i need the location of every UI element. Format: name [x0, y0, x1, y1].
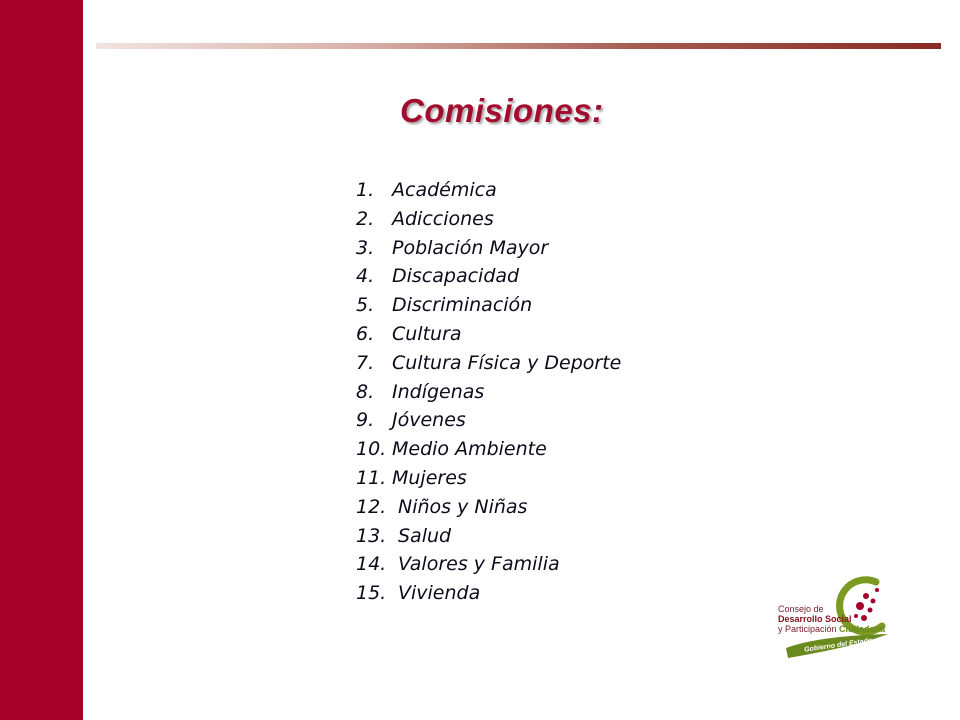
item-label: Académica: [392, 179, 497, 201]
list-item: [356, 522, 621, 551]
list-item: [356, 493, 621, 522]
item-label: Vivienda: [398, 582, 481, 605]
item-label: Mujeres: [392, 466, 467, 489]
item-label: Población Mayor: [392, 236, 549, 259]
item-label: Medio Ambiente: [392, 438, 547, 461]
list-item: [356, 579, 621, 608]
item-number: 13.: [356, 524, 387, 547]
list-item: [356, 291, 621, 320]
item-number: 7.: [356, 351, 375, 374]
left-accent-bar: [0, 0, 83, 720]
item-number: 9.: [356, 409, 375, 432]
item-label: Indígenas: [392, 380, 485, 403]
list-item: [356, 464, 621, 493]
item-number: 8.: [356, 380, 375, 403]
item-number: 6.: [356, 322, 375, 345]
item-label: Cultura: [392, 322, 462, 345]
item-number: 5.: [356, 294, 375, 317]
top-divider: [96, 43, 941, 49]
list-item: [356, 320, 621, 349]
item-number: 15.: [356, 582, 387, 605]
logo-line: Desarrollo Social: [778, 614, 852, 624]
page-title: Comisiones:: [400, 92, 604, 129]
item-number: 3.: [356, 236, 375, 259]
item-label: Adicciones: [392, 207, 494, 230]
item-number: 14.: [356, 553, 387, 576]
item-number: 4.: [356, 265, 375, 288]
item-number: 10.: [356, 438, 387, 461]
list-item: [356, 234, 621, 263]
list-item: [356, 435, 621, 464]
commissions-list: [356, 176, 621, 608]
item-label: Discapacidad: [392, 265, 520, 288]
item-label: Niños y Niñas: [398, 495, 528, 518]
logo-wordmark: [778, 604, 885, 634]
item-number: 12.: [356, 495, 387, 518]
item-number: 1.: [356, 179, 375, 201]
list-item: [356, 378, 621, 407]
logo-line: Ciudadana: [839, 624, 886, 634]
item-label: Valores y Familia: [398, 553, 560, 576]
logo-ribbon-text: Gobierno del Estado: [803, 637, 873, 654]
list-item: [356, 406, 621, 435]
list-item: [356, 176, 621, 205]
list-item: [356, 262, 621, 291]
council-logo: [778, 574, 896, 664]
item-number: 2.: [356, 207, 375, 230]
item-label: Discriminación: [392, 294, 533, 317]
logo-line: y Participación: [778, 624, 837, 634]
item-label: Cultura Física y Deporte: [392, 351, 622, 374]
list-item: [356, 550, 621, 579]
logo-line: Consejo de: [778, 604, 824, 614]
item-number: 11.: [356, 466, 387, 489]
item-label: Salud: [398, 524, 452, 547]
list-item: [356, 205, 621, 234]
list-item: [356, 349, 621, 378]
item-label: Jóvenes: [392, 409, 466, 432]
